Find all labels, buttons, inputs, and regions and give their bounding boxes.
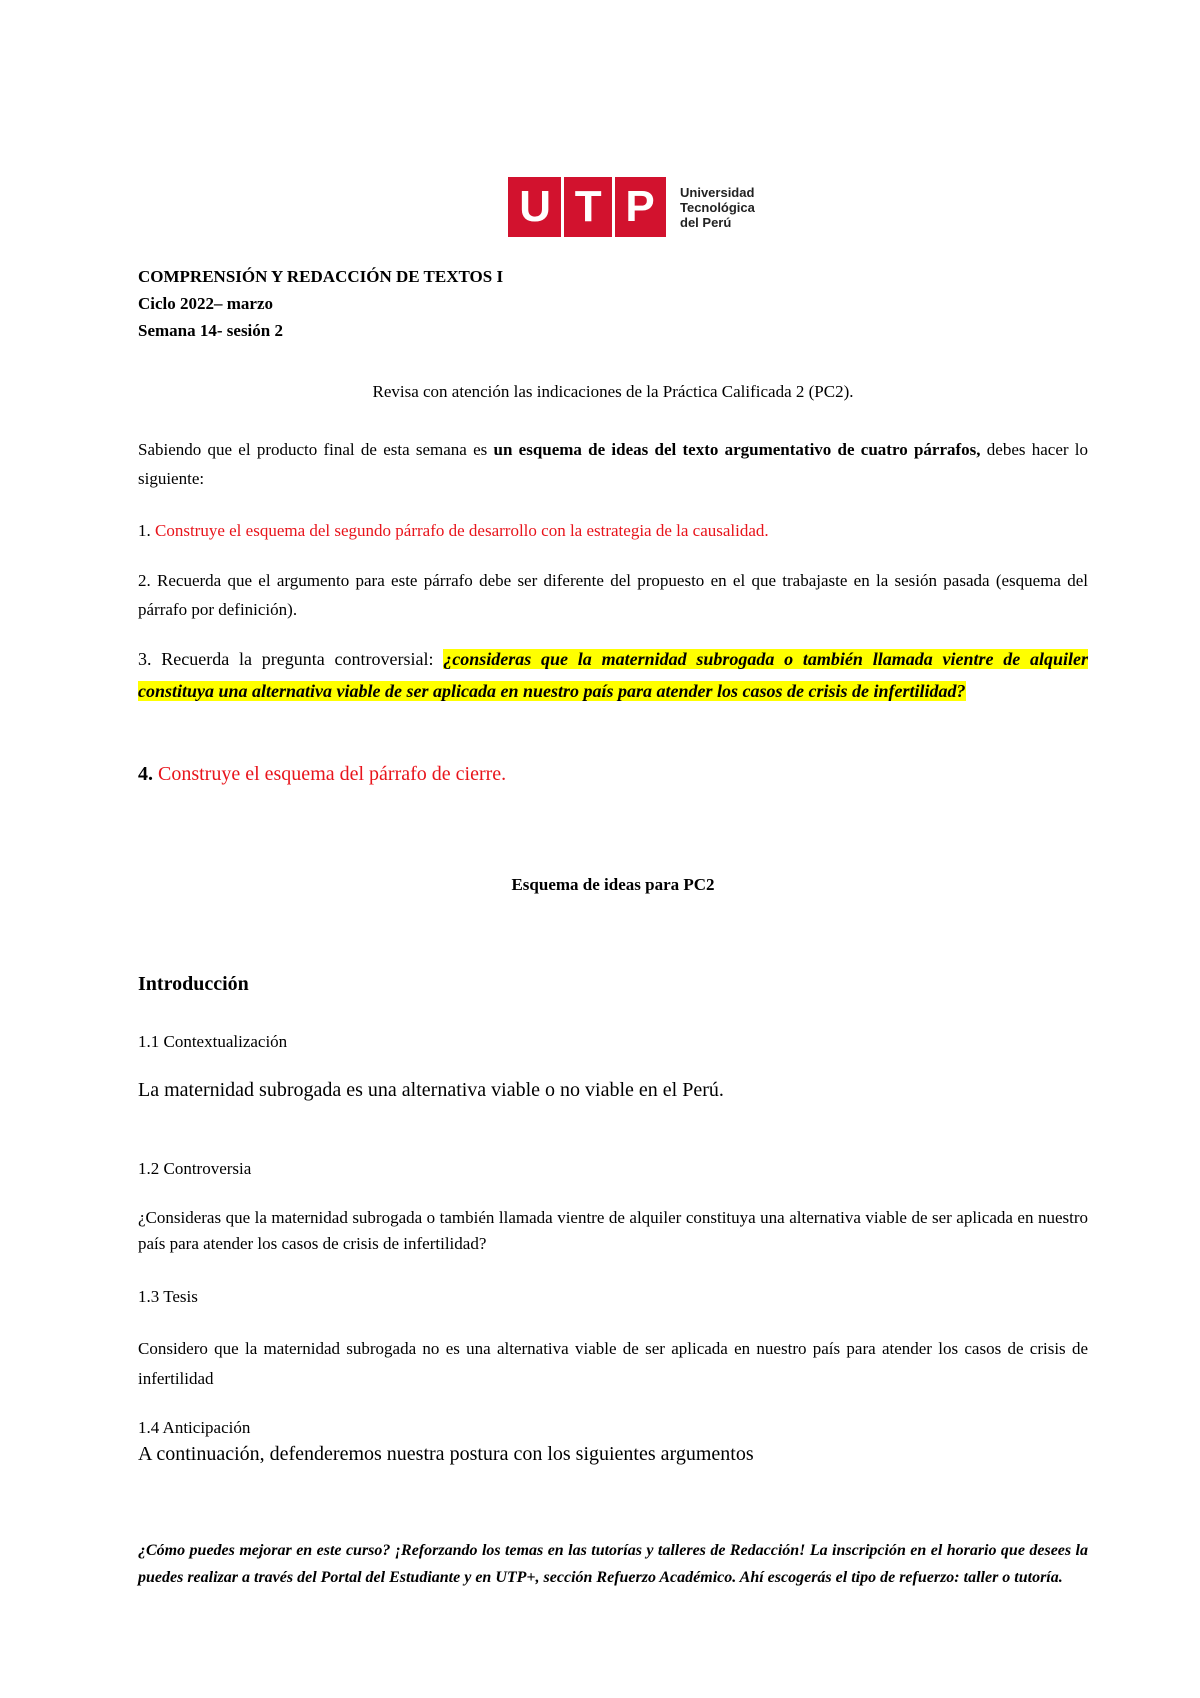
controversial-question-highlight: ¿consideras que la maternidad subrogada o también llamada vientre de alquiler constituya una alternativa viable de ser aplicada en nuestro país para atender los casos de crisis de infertilidad? [138, 649, 1088, 701]
intro-end: debes hacer lo siguiente: [138, 440, 1088, 488]
logo-divider [561, 177, 564, 237]
logo-letter-p: P [625, 182, 655, 231]
contextualization-label: 1.1 Contextualización [138, 1032, 288, 1051]
utp-logo [508, 177, 755, 237]
contextualization-text: La maternidad subrogada es una alternativa viable o no viable en el Perú. [138, 1079, 724, 1101]
item-4-number: 4. [138, 763, 153, 785]
anticipation-label: 1.4 Anticipación [138, 1418, 251, 1437]
logo-text-line: Universidad [680, 184, 755, 200]
cycle-line: Ciclo 2022– marzo [138, 294, 274, 313]
controversy-label: 1.2 Controversia [138, 1159, 252, 1178]
logo-divider [612, 177, 615, 237]
item-1-number: 1. [138, 521, 155, 540]
controversy-text: ¿Consideras que la maternidad subrogada o también llamada vientre de alquiler constituya una alternativa viable de ser aplicada en nuestro país para atender los casos de crisis de infertilidad? [138, 1208, 1088, 1253]
course-title: COMPRENSIÓN Y REDACCIÓN DE TEXTOS I [138, 267, 504, 286]
logo-text-line: del Perú [680, 214, 732, 230]
logo-text-line: Tecnológica [680, 199, 755, 215]
logo-mark [508, 177, 666, 237]
item-3-start: 3. Recuerda la pregunta controversial: [138, 649, 444, 669]
logo-letter-t: T [574, 182, 602, 231]
item-1-text: Construye el esquema del segundo párrafo de desarrollo con la estrategia de la causalidad. [155, 521, 769, 540]
anticipation-text: A continuación, defenderemos nuestra postura con los siguientes argumentos [138, 1443, 754, 1465]
thesis-text: Considero que la maternidad subrogada no es una alternativa viable de ser aplicada en nuestro país para atender los casos de crisis de infertilidad [138, 1339, 1088, 1388]
logo-letter-u: U [519, 182, 551, 231]
instruction-item-2: 2. Recuerda que el argumento para este párrafo debe ser diferente del propuesto en el que trabajaste en la sesión pasada (esquema del párrafo por definición). [138, 571, 1088, 619]
intro-bold: un esquema de ideas del texto argumentativo de cuatro párrafos, [493, 440, 981, 459]
scheme-title: Esquema de ideas para PC2 [511, 875, 715, 894]
instruction-item-1 [138, 516, 1088, 545]
thesis-label: 1.3 Tesis [138, 1287, 198, 1306]
item-4-text: Construye el esquema del párrafo de cierre. [153, 763, 507, 785]
review-instruction: Revisa con atención las indicaciones de la Práctica Calificada 2 (PC2). [372, 382, 854, 401]
intro-paragraph [138, 435, 1088, 493]
footer-note: ¿Cómo puedes mejorar en este curso? ¡Reforzando los temas en las tutorías y talleres de Redacción! La inscripción en el horario que desees la puedes realizar a través del Portal del Estudiante y en UTP+, sección Refuerzo Académico. Ahí escogerás el tipo de refuerzo: taller o tutoría. [138, 1542, 1088, 1586]
section-title-introduction: Introducción [138, 973, 249, 995]
instruction-item-4 [138, 760, 1088, 789]
session-line: Semana 14- sesión 2 [138, 321, 283, 340]
logo-wordmark [680, 185, 755, 230]
instruction-item-3 [138, 643, 1088, 707]
intro-start: Sabiendo que el producto final de esta semana es [138, 440, 494, 459]
